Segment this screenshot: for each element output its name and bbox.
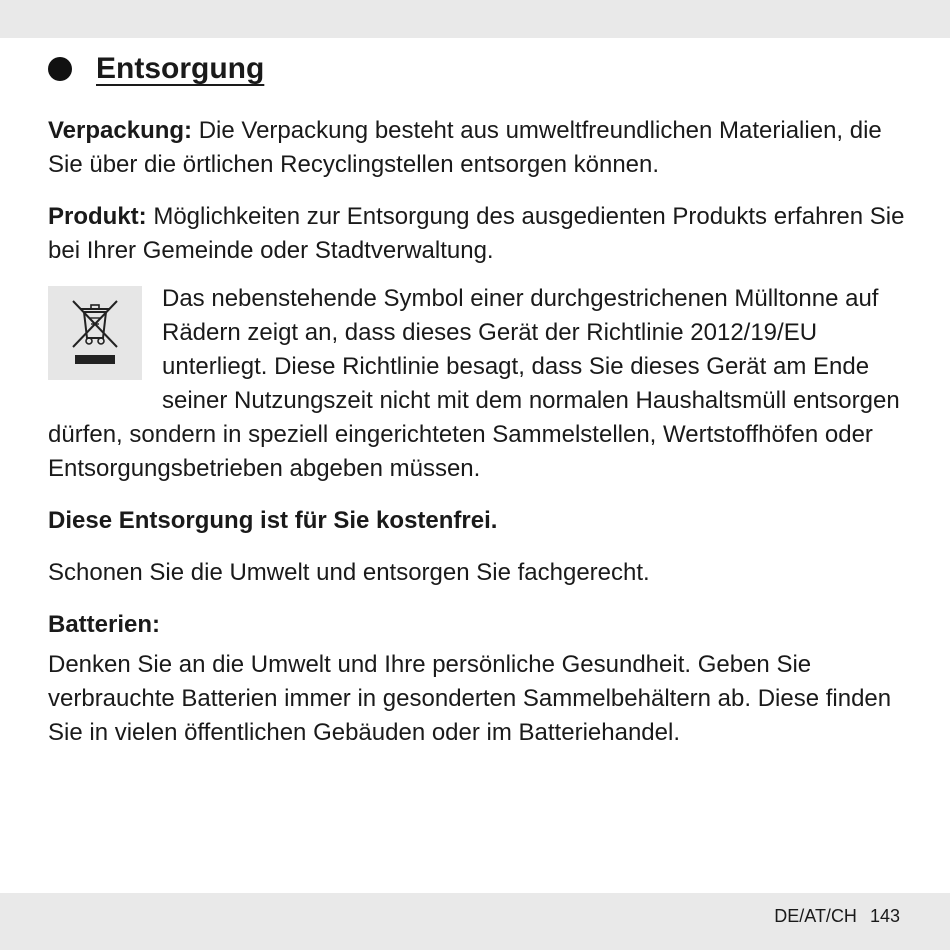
- product-label: Produkt:: [48, 203, 147, 230]
- packaging-label: Verpackung:: [48, 117, 193, 144]
- batteries-heading: Batterien:: [48, 611, 161, 638]
- packaging-text: Die Verpackung besteht aus umweltfreundlichen Materialien, die Sie über die örtlichen Recyclingstellen entsorgen können.: [48, 117, 882, 178]
- crossed-out-wheelie-bin-icon: [48, 286, 142, 380]
- section-header: [48, 52, 908, 86]
- product-text: Möglichkeiten zur Entsorgung des ausgedienten Produkts erfahren Sie bei Ihrer Gemeinde oder Stadtverwaltung.: [48, 203, 905, 264]
- batteries-text: Denken Sie an die Umwelt und Ihre persönliche Gesundheit. Geben Sie verbrauchte Batterien immer in gesonderten Sammelbehältern ab. Diese finden Sie in vielen öffentlichen Gebäuden oder im Batteriehandel.: [48, 651, 892, 746]
- free-disposal-notice: Diese Entsorgung ist für Sie kostenfrei.: [48, 507, 498, 534]
- header-band: [0, 0, 950, 38]
- footer-region: DE/AT/CH: [774, 906, 857, 926]
- weee-block: [48, 282, 908, 486]
- page-title: Entsorgung: [96, 52, 265, 85]
- bullet-dot-icon: [48, 57, 72, 81]
- page-footer: [766, 906, 900, 927]
- product-paragraph: [48, 200, 908, 268]
- weee-text: Das nebenstehende Symbol einer durchgestrichenen Mülltonne auf Rädern zeigt an, dass dieses Gerät der Richtlinie 2012/19/EU unterliegt. Diese Richtlinie besagt, dass Sie dieses Gerät am Ende seiner Nutzungszeit nicht mit dem normalen Haushaltsmüll entsorgen dürfen, sondern in speziell eingerichteten Sammelstellen, Wertstoffhöfen oder Entsorgungsbetrieben abgeben müssen.: [48, 285, 900, 482]
- page-number: 143: [869, 906, 900, 926]
- environment-notice: Schonen Sie die Umwelt und entsorgen Sie fachgerecht.: [48, 559, 650, 586]
- packaging-paragraph: [48, 114, 908, 182]
- page-content: [48, 52, 908, 750]
